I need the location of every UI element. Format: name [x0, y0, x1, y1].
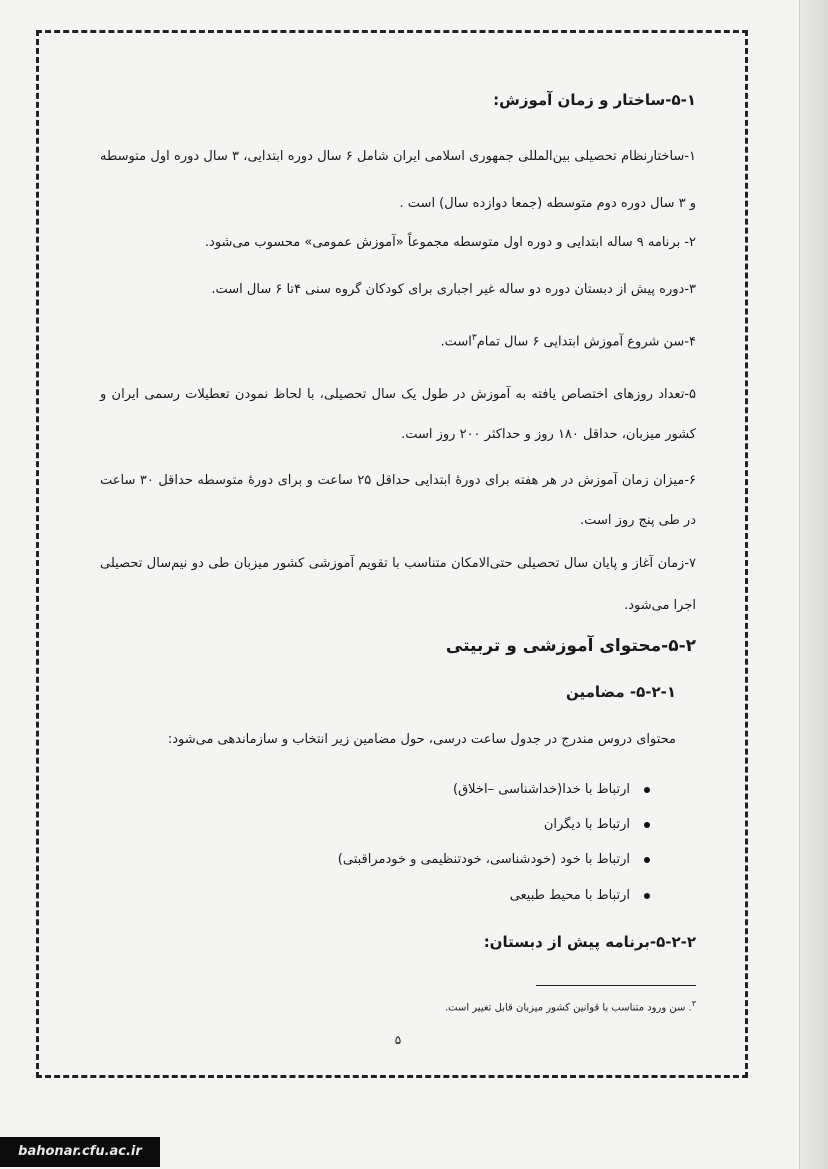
footnote	[445, 994, 696, 1018]
footnote-ref: ۳	[471, 333, 477, 343]
section-1-heading: ۵-۱-ساختار و زمان آموزش:	[493, 91, 696, 109]
paragraph-4-end: است.	[440, 334, 472, 350]
paragraph-4-text: ۴-سن شروع آموزش ابتدایی ۶ سال تمام	[476, 334, 696, 350]
themes-intro: محتوای دروس مندرج در جدول ساعت درسی، حول مضامین زیر انتخاب و سازماندهی می‌شود:	[167, 732, 676, 747]
paragraph-7: ۷-زمان آغاز و پایان سال تحصیلی حتی‌الامکان متناسب با تقویم آموزشی کشور میزبان طی دو نیم‌سال تحصیلی اجرا می‌شود.	[100, 556, 696, 613]
watermark-stamp: bahonar.cfu.ac.ir	[0, 1137, 160, 1167]
subsection-2-heading: ۵-۲-۲-برنامه پیش از دبستان:	[483, 933, 696, 951]
paragraph-6: ۶-میزان زمان آموزش در هر هفته برای دورهٔ ابتدایی حداقل ۲۵ ساعت و برای دورهٔ متوسطه حداقل ۳۰ ساعت در طی پنج روز است.	[100, 473, 696, 528]
section-2-heading: ۵-۲-محتوای آموزشی و تربیتی	[445, 636, 696, 656]
list-item: ارتباط با محیط طبیعی	[510, 886, 650, 906]
list-item: ارتباط با خود (خودشناسی، خودتنظیمی و خودمراقبتی)	[338, 850, 650, 870]
footnote-mark: ۳	[691, 999, 696, 1008]
subsection-1-heading: ۵-۲-۱- مضامین	[566, 683, 676, 701]
page-number: ۵	[394, 1033, 402, 1047]
footnote-text: . سن ورود متناسب با قوانین کشور میزبان قابل تغییر است.	[444, 1002, 692, 1014]
paragraph-2: ۲- برنامه ۹ ساله ابتدایی و دوره اول متوسطه مجموعاً «آموزش عمومی» محسوب می‌شود.	[204, 235, 696, 250]
list-item: ارتباط با خدا(خداشناسی –اخلاق)	[453, 780, 650, 800]
paragraph-4	[100, 328, 696, 352]
footnote-divider	[536, 985, 696, 986]
list-item: ارتباط با دیگران	[544, 815, 650, 835]
paragraph-5: ۵-تعداد روزهای اختصاص یافته به آموزش در طول یک سال تحصیلی، با لحاظ نمودن تعطیلات رسمی ایران و کشور میزبان، حداقل ۱۸۰ روز و حداکثر ۲۰۰ روز است.	[100, 387, 696, 442]
page-edge	[799, 0, 828, 1169]
paragraph-1: ۱-ساختارنظام تحصیلی بین‌المللی جمهوری اسلامی ایران شامل ۶ سال دوره ابتدایی، ۳ سال دوره اول متوسطه و ۳ سال دوره دوم متوسطه (جمعا دوازده سال) است .	[100, 149, 696, 211]
paragraph-3: ۳-دوره پیش از دبستان دوره دو ساله غیر اجباری برای کودکان گروه سنی ۴تا ۶ سال است.	[211, 282, 696, 297]
